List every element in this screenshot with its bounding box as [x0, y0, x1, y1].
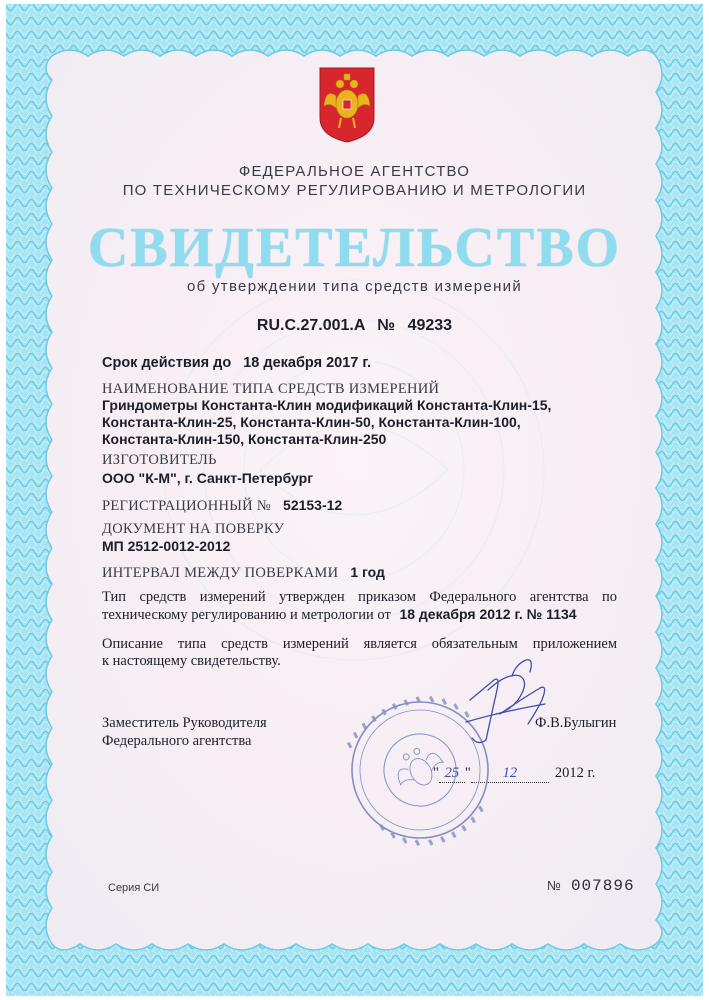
sign-date-open-quote: ": [433, 765, 439, 781]
sign-date-close-quote: ": [464, 765, 471, 781]
approval-line-2-text: техническому регулированию и метрологии от: [102, 607, 391, 623]
agency-name-line-2: ПО ТЕХНИЧЕСКОМУ РЕГУЛИРОВАНИЮ И МЕТРОЛОГИИ: [122, 182, 587, 199]
instrument-name-line-1: Гриндометры Константа-Клин модификаций Константа-Клин-15,: [102, 397, 552, 413]
signatory-name: Ф.В.Булыгин: [535, 715, 617, 731]
sign-date-month: 12: [471, 765, 549, 783]
interval-value: 1 год: [350, 564, 385, 580]
instrument-name-line-3: Константа-Клин-150, Константа-Клин-250: [102, 431, 387, 447]
series-label: Серия СИ: [108, 882, 160, 894]
certificate-number-sign: №: [377, 317, 396, 334]
sign-date-day: 25: [439, 765, 465, 783]
description-note-line-1: Описание типа средств измерений является обязательным приложением: [102, 636, 617, 652]
certificate-title: СВИДЕТЕЛЬСТВО: [87, 217, 622, 279]
certificate-reg-prefix: RU.C.27.001.A: [256, 317, 365, 334]
approval-order-date: 18 декабря 2012 г. № 1134: [399, 606, 577, 622]
verification-doc-label: ДОКУМЕНТ НА ПОВЕРКУ: [102, 521, 285, 537]
registration-value: 52153-12: [283, 497, 343, 513]
description-note-line-2: к настоящему свидетельству.: [102, 653, 281, 669]
signatory-title-line-2: Федерального агентства: [102, 733, 252, 749]
manufacturer-value: ООО "К-М", г. Санкт-Петербург: [102, 470, 314, 486]
sign-date-year: 2012 г.: [554, 765, 596, 781]
instrument-label: НАИМЕНОВАНИЕ ТИПА СРЕДСТВ ИЗМЕРЕНИЙ: [102, 381, 440, 397]
certificate-number-value: 49233: [407, 317, 453, 334]
serial-number-value: 007896: [570, 877, 635, 895]
instrument-name-line-2: Константа-Клин-25, Константа-Клин-50, Константа-Клин-100,: [102, 414, 521, 430]
serial-number-sign: №: [547, 878, 561, 893]
signatory-title-line-1: Заместитель Руководителя: [102, 715, 267, 731]
interval-label: ИНТЕРВАЛ МЕЖДУ ПОВЕРКАМИ: [102, 565, 339, 581]
approval-line-1: Тип средств измерений утвержден приказом Федерального агентства по: [102, 589, 617, 605]
validity-label: Срок действия до: [102, 355, 232, 371]
manufacturer-label: ИЗГОТОВИТЕЛЬ: [102, 452, 217, 468]
certificate-subtitle: об утверждении типа средств измерений: [186, 278, 523, 295]
verification-doc-value: МП 2512-0012-2012: [102, 538, 231, 554]
agency-name-line-1: ФЕДЕРАЛЬНОЕ АГЕНТСТВО: [238, 163, 471, 180]
registration-label: РЕГИСТРАЦИОННЫЙ №: [102, 498, 272, 514]
validity-date: 18 декабря 2017 г.: [243, 355, 371, 371]
